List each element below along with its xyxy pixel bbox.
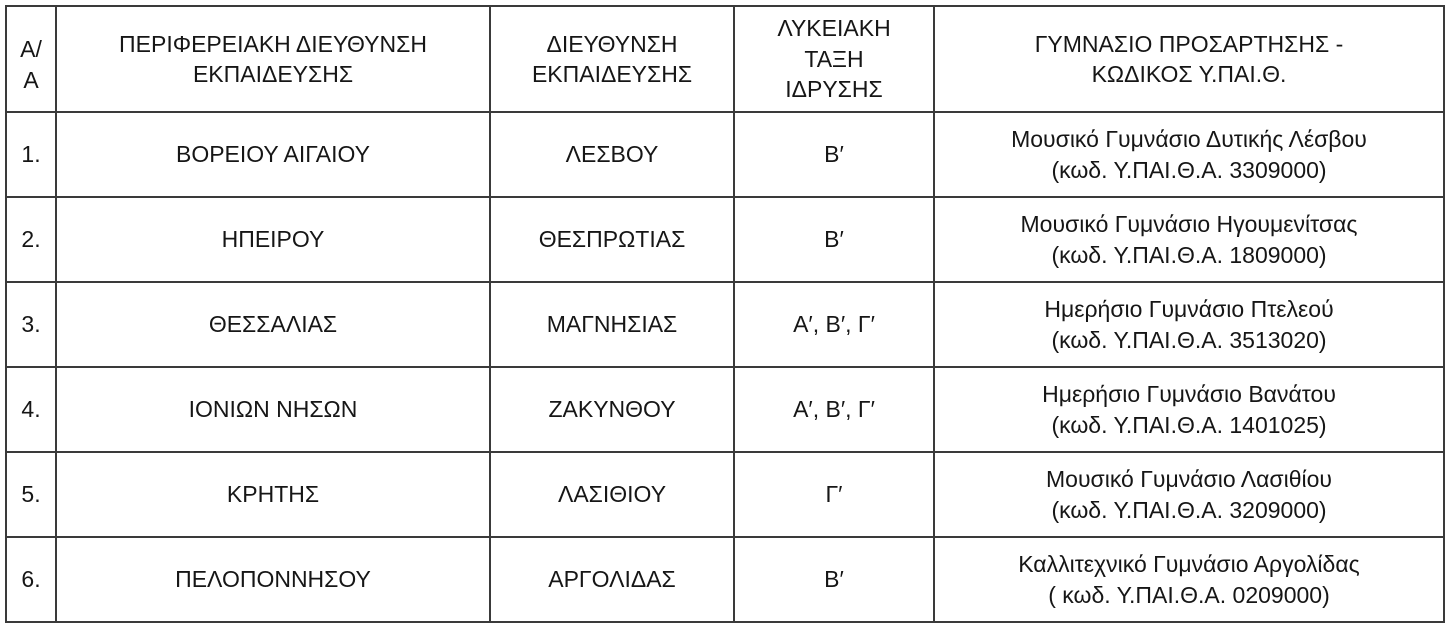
header-label: ΛΥΚΕΙΑΚΗ	[777, 15, 891, 42]
gymnasium-code: (κωδ. Υ.ΠΑΙ.Θ.Α. 1809000)	[1051, 241, 1327, 268]
header-label: ΠΕΡΙΦΕΡΕΙΑΚΗ ΔΙΕΥΘΥΝΣΗ	[119, 30, 427, 57]
cell-index: 5.	[6, 452, 56, 537]
header-label: ΤΑΞΗ	[804, 45, 864, 72]
cell-education-directorate: ΘΕΣΠΡΩΤΙΑΣ	[490, 197, 734, 282]
cell-gymnasium	[934, 112, 1444, 197]
gymnasium-name: Καλλιτεχνικό Γυμνάσιο Αργολίδας	[1018, 551, 1360, 578]
cell-gymnasium	[934, 367, 1444, 452]
cell-index: 2.	[6, 197, 56, 282]
table-header-row	[6, 6, 1444, 112]
schools-table	[5, 5, 1445, 623]
header-cell-index	[6, 6, 56, 112]
table-row	[6, 282, 1444, 367]
cell-lyceum-class: Β′	[734, 537, 934, 622]
header-label: Α/Α	[20, 36, 42, 93]
header-cell-education-directorate	[490, 6, 734, 112]
gymnasium-code: (κωδ. Υ.ΠΑΙ.Θ.Α. 3209000)	[1051, 496, 1327, 523]
cell-lyceum-class: Α′, Β′, Γ′	[734, 367, 934, 452]
cell-lyceum-class: Γ′	[734, 452, 934, 537]
gymnasium-name: Μουσικό Γυμνάσιο Ηγουμενίτσας	[1020, 211, 1358, 238]
gymnasium-code: (κωδ. Υ.ΠΑΙ.Θ.Α. 1401025)	[1051, 411, 1327, 438]
cell-gymnasium	[934, 537, 1444, 622]
cell-gymnasium	[934, 452, 1444, 537]
header-label: ΙΔΡΥΣΗΣ	[785, 76, 883, 103]
header-cell-gymnasium	[934, 6, 1444, 112]
header-label: ΔΙΕΥΘΥΝΣΗ	[546, 30, 678, 57]
gymnasium-code: ( κωδ. Υ.ΠΑΙ.Θ.Α. 0209000)	[1048, 581, 1330, 608]
header-label: ΕΚΠΑΙΔΕΥΣΗΣ	[531, 61, 693, 87]
table-row	[6, 452, 1444, 537]
header-label: ΚΩΔΙΚΟΣ Υ.ΠΑΙ.Θ.	[1091, 61, 1287, 87]
table-row	[6, 197, 1444, 282]
header-cell-regional-directorate	[56, 6, 490, 112]
cell-lyceum-class: Β′	[734, 197, 934, 282]
gymnasium-code: (κωδ. Υ.ΠΑΙ.Θ.Α. 3513020)	[1051, 326, 1327, 353]
cell-regional-directorate: ΚΡΗΤΗΣ	[56, 452, 490, 537]
cell-regional-directorate: ΠΕΛΟΠΟΝΝΗΣΟΥ	[56, 537, 490, 622]
gymnasium-name: Ημερήσιο Γυμνάσιο Βανάτου	[1042, 381, 1336, 408]
cell-index: 4.	[6, 367, 56, 452]
cell-education-directorate: ΑΡΓΟΛΙΔΑΣ	[490, 537, 734, 622]
cell-education-directorate: ΛΕΣΒΟΥ	[490, 112, 734, 197]
table-row	[6, 367, 1444, 452]
cell-education-directorate: ΜΑΓΝΗΣΙΑΣ	[490, 282, 734, 367]
cell-education-directorate: ΖΑΚΥΝΘΟΥ	[490, 367, 734, 452]
cell-regional-directorate: ΒΟΡΕΙΟΥ ΑΙΓΑΙΟΥ	[56, 112, 490, 197]
header-label: ΕΚΠΑΙΔΕΥΣΗΣ	[192, 61, 354, 87]
header-label: ΓΥΜΝΑΣΙΟ ΠΡΟΣΑΡΤΗΣΗΣ -	[1034, 30, 1344, 57]
cell-index: 3.	[6, 282, 56, 367]
cell-education-directorate: ΛΑΣΙΘΙΟΥ	[490, 452, 734, 537]
cell-index: 1.	[6, 112, 56, 197]
header-cell-lyceum-class	[734, 6, 934, 112]
cell-gymnasium	[934, 197, 1444, 282]
cell-index: 6.	[6, 537, 56, 622]
cell-gymnasium	[934, 282, 1444, 367]
gymnasium-name: Μουσικό Γυμνάσιο Δυτικής Λέσβου	[1011, 126, 1367, 153]
cell-lyceum-class: Α′, Β′, Γ′	[734, 282, 934, 367]
table-row	[6, 112, 1444, 197]
cell-regional-directorate: ΘΕΣΣΑΛΙΑΣ	[56, 282, 490, 367]
table-row	[6, 537, 1444, 622]
cell-lyceum-class: Β′	[734, 112, 934, 197]
cell-regional-directorate: ΗΠΕΙΡΟΥ	[56, 197, 490, 282]
cell-regional-directorate: ΙΟΝΙΩΝ ΝΗΣΩΝ	[56, 367, 490, 452]
gymnasium-code: (κωδ. Υ.ΠΑΙ.Θ.Α. 3309000)	[1051, 156, 1327, 183]
gymnasium-name: Μουσικό Γυμνάσιο Λασιθίου	[1046, 466, 1332, 493]
gymnasium-name: Ημερήσιο Γυμνάσιο Πτελεού	[1044, 296, 1334, 323]
